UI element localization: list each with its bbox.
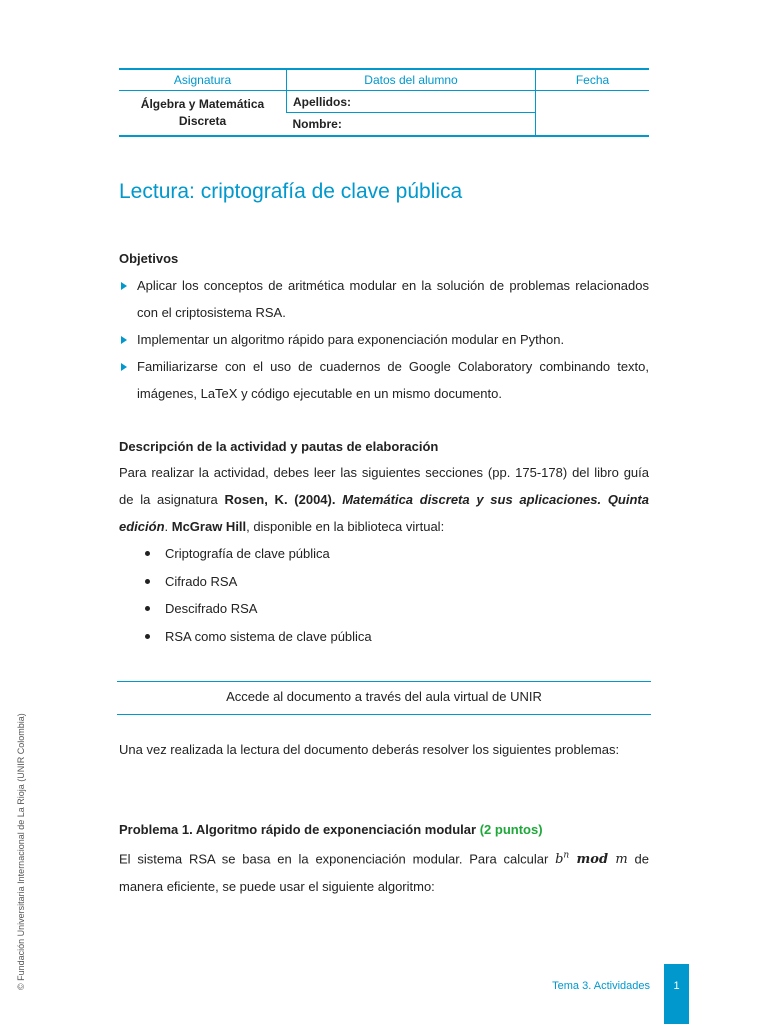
bullet-dot-icon <box>145 634 150 639</box>
list-item: Aplicar los conceptos de aritmética modular en la solución de problemas relacionados con el criptosistema RSA. <box>119 272 649 326</box>
triangle-bullet-icon <box>121 336 127 344</box>
book-author: Rosen, K. (2004). <box>224 492 336 507</box>
bullet-dot-icon <box>145 551 150 556</box>
footer-label: Tema 3. Actividades <box>552 980 650 992</box>
sections-list <box>145 540 372 650</box>
problem1-heading: Problema 1. Algoritmo rápido de exponenciación modular (2 puntos) <box>119 822 543 837</box>
name-field[interactable]: Nombre: <box>287 113 536 136</box>
list-item: Familiarizarse con el uso de cuadernos de Google Colaboratory combinando texto, imágenes, LaTeX y código ejecutable en un mismo documento. <box>119 353 649 407</box>
triangle-bullet-icon <box>121 282 127 290</box>
problem1-text: El sistema RSA se basa en la exponenciación modular. Para calcular $b^n$ mod m de manera eficiente, se puede usar el siguiente algoritmo: <box>119 851 649 895</box>
list-item: Implementar un algoritmo rápido para exponenciación modular en Python. <box>119 326 649 353</box>
header-table <box>119 68 649 137</box>
objectives-list <box>119 272 649 407</box>
problem1-points: (2 puntos) <box>479 822 543 837</box>
list-item: RSA como sistema de clave pública <box>145 623 372 651</box>
subject-line2: Discreta <box>178 114 227 128</box>
surname-field[interactable]: Apellidos: <box>287 91 536 113</box>
description-intro: Para realizar la actividad, debes leer las siguientes secciones (pp. 175-178) del libro guía de la asignatura Rosen, K. (2004). Matemática discreta y sus aplicaciones. Quinta edición. McGraw Hill, disponible en la biblioteca virtual: <box>119 465 649 534</box>
book-title: Matemática discreta y sus aplicaciones. Quinta edición <box>119 492 649 534</box>
subject-line1: Álgebra y Matemática <box>140 97 265 111</box>
page-number: 1 <box>664 964 689 1024</box>
subject-cell <box>119 91 287 137</box>
access-note: Accede al documento a través del aula virtual de UNIR <box>117 681 651 715</box>
bullet-dot-icon <box>145 579 150 584</box>
description-heading: Descripción de la actividad y pautas de elaboración <box>119 439 439 454</box>
page-title: Lectura: criptografía de clave pública <box>119 180 463 203</box>
triangle-bullet-icon <box>121 363 127 371</box>
col-date: Fecha <box>536 69 650 91</box>
col-subject: Asignatura <box>119 69 287 91</box>
list-item: Cifrado RSA <box>145 568 372 596</box>
date-field[interactable] <box>536 91 650 137</box>
bullet-dot-icon <box>145 606 150 611</box>
col-student: Datos del alumno <box>287 69 536 91</box>
list-item: Criptografía de clave pública <box>145 540 372 568</box>
copyright-text: © Fundación Universitaria Internacional de La Rioja (UNIR Colombia) <box>16 713 26 990</box>
book-publisher: McGraw Hill <box>171 519 247 534</box>
list-item: Descifrado RSA <box>145 595 372 623</box>
after-reading-text: Una vez realizada la lectura del documento deberás resolver los siguientes problemas: <box>119 742 620 757</box>
math-expression: $b^n$ mod m <box>555 851 628 868</box>
objectives-heading: Objetivos <box>119 251 179 266</box>
